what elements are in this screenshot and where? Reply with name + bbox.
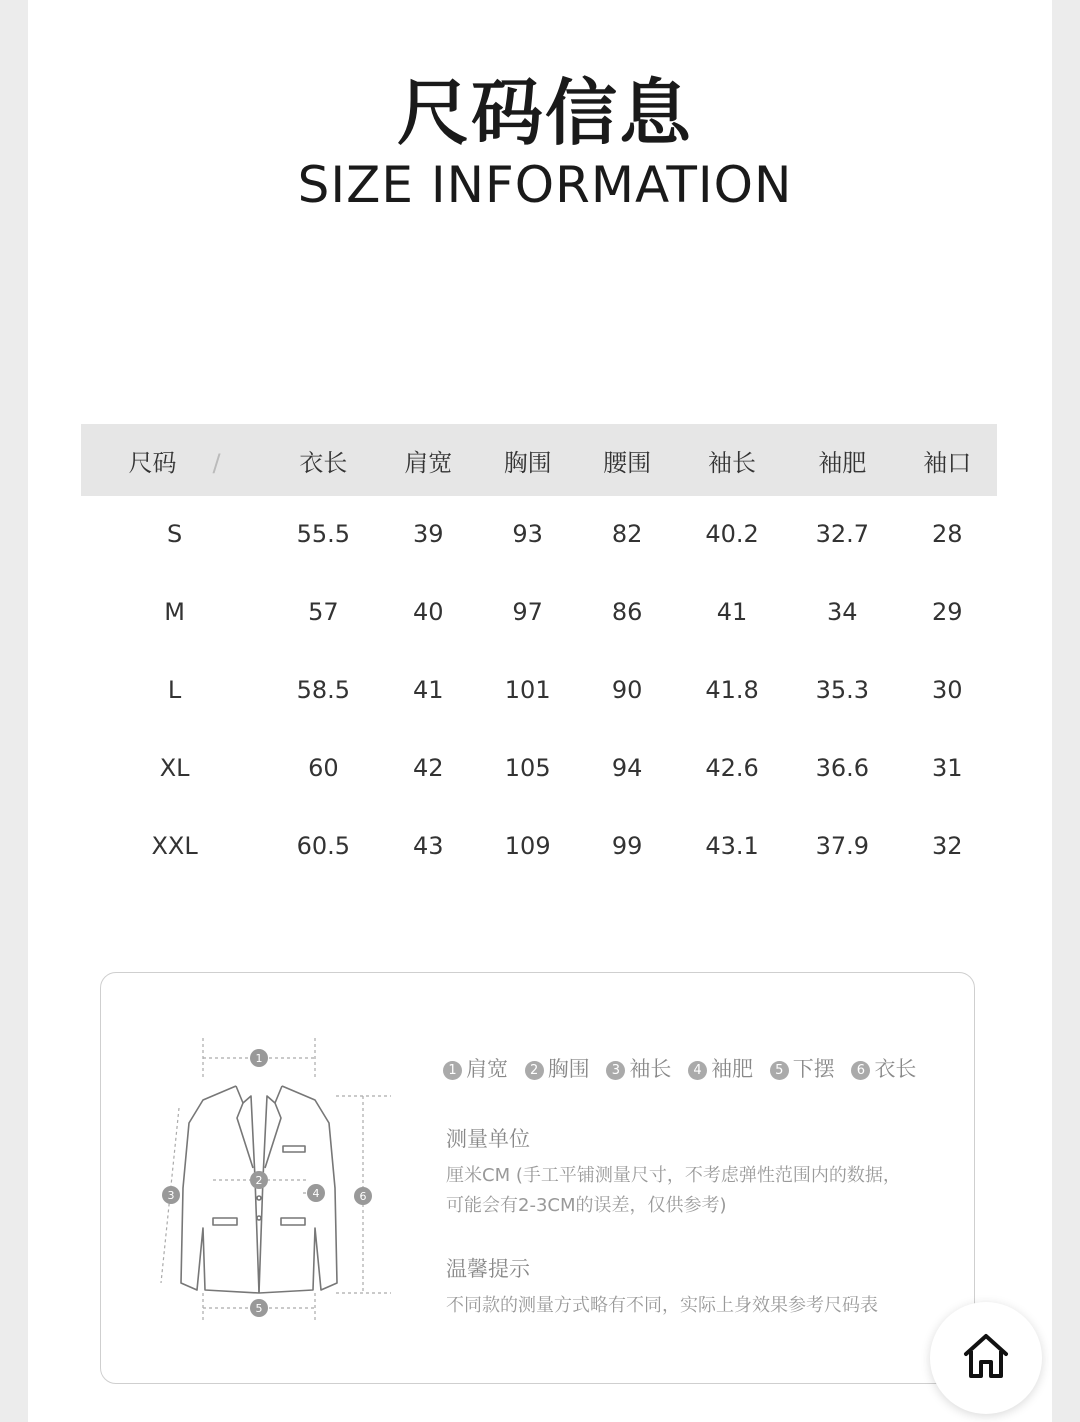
table-cell: 55.5 [296,520,351,548]
table-cell: L [167,676,182,704]
table-cell: 60.5 [296,832,351,860]
page-subtitle: SIZE INFORMATION [297,156,793,214]
table-cell: 34 [827,598,858,626]
unit-heading: 测量单位 [446,1127,530,1151]
table-cell: 57 [308,598,339,626]
legend-item: 6 衣长 [851,1057,916,1081]
table-cell: 41 [412,676,444,704]
measurement-info-box [100,972,975,1384]
marker-5: 5 [255,1302,263,1315]
table-cell: 41 [716,598,748,626]
table-cell: 32 [931,832,963,860]
table-cell: 99 [611,832,643,860]
table-cell: 32.7 [815,520,870,548]
home-button[interactable] [930,1302,1042,1414]
jacket-diagram [141,1028,401,1328]
table-cell: 94 [611,754,643,782]
table-cell: 40.2 [705,520,759,548]
header-slash: / [212,448,221,477]
table-cell: 43.1 [705,832,759,860]
table-cell: M [164,598,185,626]
home-icon [960,1330,1012,1382]
marker-1: 1 [255,1052,263,1065]
table-cell: 42.6 [705,754,759,782]
unit-text-line-2: 可能会有2-3CM的误差，仅供参考) [446,1195,727,1216]
table-cell: 86 [611,598,643,626]
table-header-cell: 袖口 [897,424,997,496]
header-size [81,424,268,496]
table-cell: 43 [412,832,444,860]
marker-6: 6 [359,1190,367,1203]
marker-4: 4 [312,1187,320,1200]
table-cell: 28 [931,520,963,548]
legend-item: 4 袖肥 [688,1057,753,1081]
table-cell: 105 [504,754,551,782]
table-cell: 29 [931,598,963,626]
tip-text: 不同款的测量方式略有不同，实际上身效果参考尺码表 [446,1295,878,1316]
table-row [81,807,997,885]
header-size-label: 尺码 [128,448,177,477]
marker-2: 2 [255,1174,263,1187]
unit-text-line-1: 厘米CM (手工平铺测量尺寸，不考虑弹性范围内的数据， [446,1165,901,1186]
table-cell: 58.5 [296,676,351,704]
table-cell: 31 [931,754,963,782]
table-cell: XXL [151,832,198,860]
table-header-cell: 肩宽 [378,424,477,496]
table-row [81,729,997,807]
table-cell: 36.6 [815,754,870,782]
table-cell: 35.3 [815,676,870,704]
table-cell: 82 [611,520,643,548]
table-cell: XL [159,754,190,782]
measurement-legend [443,1053,926,1083]
table-header-cell: 袖长 [677,424,787,496]
table-header-row [81,424,997,496]
table-header-cell: 胸围 [478,424,577,496]
table-row [81,651,997,729]
table-row [81,573,997,651]
table-cell: 93 [512,520,543,548]
table-cell: 90 [611,676,643,704]
table-cell: 101 [504,676,551,704]
legend-item: 3 袖长 [606,1057,671,1081]
marker-3: 3 [167,1189,175,1202]
table-cell: S [166,520,183,548]
size-table [81,424,997,885]
table-cell: 109 [504,832,551,860]
table-cell: 42 [412,754,444,782]
table-cell: 41.8 [705,676,759,704]
table-row [81,496,997,573]
legend-item: 5 下摆 [770,1057,835,1081]
table-header-cell: 腰围 [577,424,676,496]
table-cell: 37.9 [815,832,870,860]
table-header-cell: 袖肥 [787,424,897,496]
tip-heading: 温馨提示 [446,1257,530,1281]
table-cell: 60 [308,754,339,782]
table-cell: 97 [512,598,543,626]
legend-item: 1 肩宽 [443,1057,508,1081]
table-cell: 30 [931,676,963,704]
page-title: 尺码信息 [396,71,693,155]
table-header-cell: 衣长 [268,424,378,496]
table-cell: 39 [412,520,444,548]
table-cell: 40 [412,598,444,626]
legend-item: 2 胸围 [525,1057,590,1081]
